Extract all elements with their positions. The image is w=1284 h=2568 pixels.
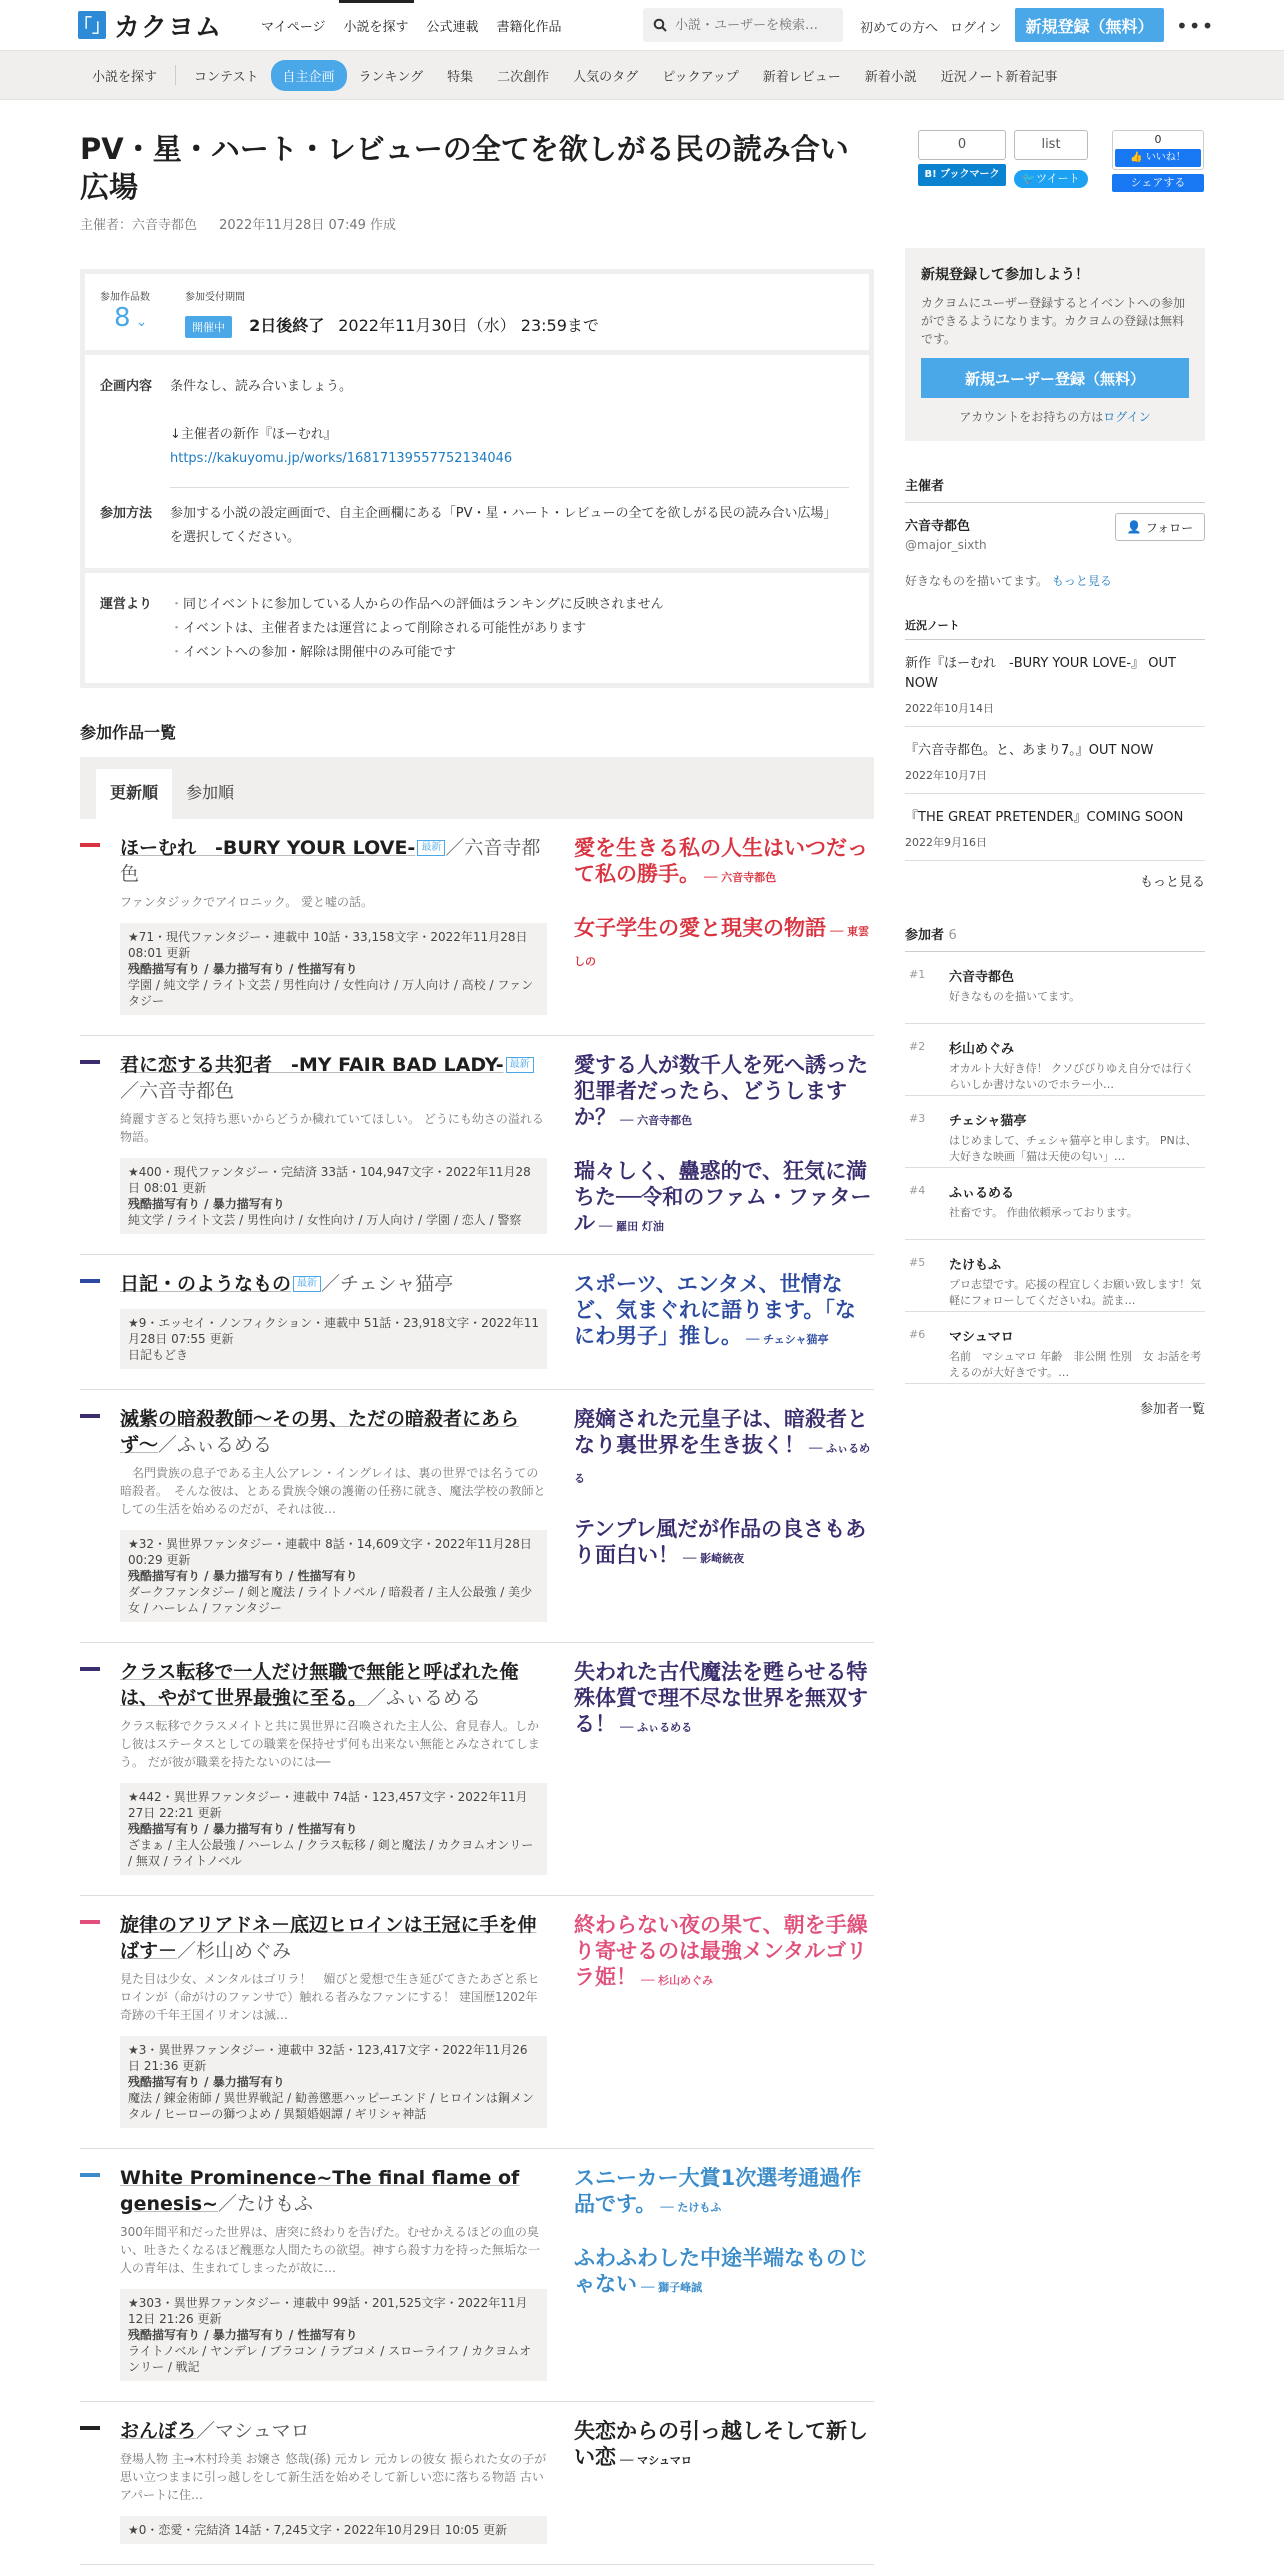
participant-desc: はじめまして、チェシャ猫亭と申します。 PNは、大好きな映画「猫は天使の匂い」…	[949, 1134, 1197, 1163]
rules-row	[85, 573, 869, 683]
catchphrases	[574, 1659, 874, 1765]
work-title-link[interactable]: おんぼろ	[120, 2419, 197, 2442]
rule-item: ・ イベントへの参加・解除は開催中のみ可能です	[170, 641, 849, 665]
participant-rank: #2	[909, 1040, 926, 1053]
logo-mark: 「」	[78, 11, 106, 39]
participant-name[interactable]: たけもふ	[949, 1258, 1002, 1273]
work-title-link[interactable]: クラス転移で一人だけ無職で無能と呼ばれた俺は、やがて世界最強に至る。	[120, 1660, 519, 1709]
new-badge: 最新	[506, 1057, 534, 1073]
participant-desc: 好きなものを描いてます。	[949, 990, 1081, 1003]
work-tags[interactable]: ライトノベル / ヤンデレ / ブラコン / ラブコメ / スローライフ / カクヨムオンリー / 戦記	[128, 2343, 532, 2374]
work-stats: ★0・恋愛・完結済 14話・7,245文字・2022年10月29日 10:05 更新	[128, 2522, 508, 2537]
chevron-down-icon[interactable]: ⌄	[135, 314, 148, 330]
work-title-link[interactable]: 旋律のアリアドネ－底辺ヒロインは王冠に手を伸ばす－	[120, 1913, 537, 1962]
method-row	[85, 502, 869, 573]
sidebar-login-link[interactable]: ログイン	[1103, 410, 1151, 424]
work-tags[interactable]: ダークファンタジー / 剣と魔法 / ライトノベル / 暗殺者 / 主人公最強 / 美少女 / ハーレム / ファンタジー	[128, 1584, 533, 1615]
owner-card	[905, 503, 1205, 589]
participant-item[interactable]	[905, 1312, 1205, 1384]
subnav-contest[interactable]: コンテスト	[194, 69, 259, 85]
work-meta	[120, 1158, 547, 1234]
catchphrases	[574, 1406, 874, 1596]
participant-name[interactable]: マシュマロ	[949, 1330, 1014, 1345]
subnav-events[interactable]: 自主企画	[271, 60, 347, 91]
rule-item: ・ イベントは、主催者または運営によって削除される可能性があります	[170, 617, 849, 641]
work-meta	[120, 2516, 547, 2544]
catchphrase[interactable]: 失われた古代魔法を甦らせる特殊体質で理不尽な世界を無双する！ ── ふぃるめる	[574, 1659, 868, 1736]
work-author-link[interactable]: ／ふぃるめる	[367, 1686, 482, 1709]
work-description: 登場人物 主→木村玲美 お嬢さ 悠哉(孫) 元カレ 元カレの彼女 振られた女の子が思い立つままに引っ越しをして新生活を始めそして新しい恋に落ちる物語 古いアパートに住…	[120, 2451, 547, 2502]
share-widgets	[918, 130, 1218, 200]
catchphrase-author: ── 六音寺都色	[620, 1113, 693, 1127]
count-value: 8	[114, 303, 131, 333]
method-label: 参加方法	[100, 505, 153, 521]
follow-button[interactable]: 👤 フォロー	[1115, 513, 1205, 541]
main-column	[80, 130, 874, 2565]
works-heading: 参加作品一覧	[80, 722, 177, 742]
participants-heading: 参加者 6	[905, 924, 1205, 952]
join-text: カクヨムにユーザー登録するとイベントへの参加ができるようになります。カクヨムの登録は無料です。	[921, 296, 1186, 346]
participant-desc: プロ志望です。応援の程宜しくお願い致します！気軽にフォローしてくださいね。読ま…	[949, 1278, 1202, 1307]
participant-item[interactable]	[905, 952, 1205, 1024]
content-link[interactable]: https://kakuyomu.jp/works/16817139557752134046	[170, 450, 513, 466]
new-badge: 最新	[417, 840, 445, 856]
top-header	[0, 0, 1284, 50]
hatena-bookmark-button[interactable]: B! ブックマーク	[918, 164, 1006, 186]
work-warnings: 残酷描写有り / 暴力描写有り / 性描写有り	[128, 1568, 358, 1583]
note-item[interactable]: 新作『ほーむれ -BURY YOUR LOVE-』 OUT NOW 2022年10月14日	[905, 640, 1205, 727]
catchphrase-author: ── 杉山めぐみ	[641, 1973, 714, 1987]
catchphrases	[574, 1271, 874, 1377]
catchphrase[interactable]: 愛する人が数千人を死へ誘った犯罪者だったら、どうしますか？ ── 六音寺都色	[574, 1052, 868, 1129]
count-label: 参加作品数	[100, 292, 150, 303]
work-item	[80, 1255, 874, 1390]
owner-more-link[interactable]: もっと見る	[1051, 574, 1112, 588]
work-author-link[interactable]: ／マシュマロ	[196, 2419, 310, 2442]
catchphrase[interactable]: 廃嫡された元皇子は、暗殺者となり裏世界を生き抜く！ ── ふぃるめる	[574, 1406, 871, 1485]
notes-heading: 近況ノート	[905, 617, 1205, 640]
work-color-bar	[80, 1414, 100, 1418]
work-item	[80, 819, 874, 1036]
work-warnings: 残酷描写有り / 暴力描写有り / 性描写有り	[128, 961, 358, 976]
work-color-bar	[80, 1060, 100, 1064]
event-meta	[80, 214, 874, 233]
deadline: 2022年11月30日（水） 23:59まで	[338, 316, 599, 335]
fb-like-box	[1112, 130, 1204, 170]
work-meta	[120, 1530, 547, 1622]
works-list	[80, 819, 874, 2565]
work-meta	[120, 2289, 547, 2381]
subnav-notes[interactable]: 近況ノート新着記事	[940, 69, 1058, 85]
work-item	[80, 1896, 874, 2149]
catchphrases	[574, 835, 874, 999]
tab-updated[interactable]: 更新順	[96, 769, 172, 819]
catchphrases	[574, 2418, 874, 2498]
work-warnings: 残酷描写有り / 暴力描写有り	[128, 1196, 285, 1211]
work-meta	[120, 923, 547, 1015]
work-description: 300年間平和だった世界は、唐突に終わりを告げた。むせかえるほどの血の臭い、吐きたくなるほど醜悪な人間たちの欲望。神すら殺す力を持った無垢な一人の青年は、生まれてしまったが故に…	[120, 2224, 541, 2275]
sidebar	[905, 248, 1205, 1417]
tab-joined[interactable]: 参加順	[186, 782, 235, 802]
work-color-bar	[80, 1279, 100, 1283]
subnav-find[interactable]: 小説を探す	[92, 69, 158, 85]
work-color-bar	[80, 2173, 100, 2177]
sidebar-register-button[interactable]: 新規ユーザー登録（無料）	[921, 358, 1189, 398]
participants-list	[905, 952, 1205, 1384]
participants-more-link[interactable]: 参加者一覧	[1139, 1402, 1205, 1417]
content-text-2: ↓主催者の新作『ほーむれ』	[170, 426, 337, 442]
subnav-tags[interactable]: 人気のタグ	[573, 69, 639, 85]
work-color-bar	[80, 843, 100, 847]
catchphrases	[574, 1912, 874, 2018]
work-stats: ★442・異世界ファンタジー・連載中 74話・123,457文字・2022年11月27日 22:21 更新	[128, 1789, 528, 1820]
works-tabs	[80, 757, 874, 819]
period-label: 参加受付期間	[185, 292, 245, 303]
work-item	[80, 1643, 874, 1896]
period	[185, 288, 599, 338]
work-author-link[interactable]: ／六音寺都色	[120, 1079, 235, 1102]
login-prompt: アカウントをお持ちの方はログイン	[959, 410, 1151, 424]
work-warnings: 残酷描写有り / 暴力描写有り / 性描写有り	[128, 2327, 358, 2342]
owner-bio: 好きなものを描いてます。	[905, 574, 1049, 588]
work-description: 名門貴族の息子である主人公アレン・イングレイは、裏の世界では名うての暗殺者。 そんな彼は、とある貴族令嬢の護衛の任務に就き、魔法学校の教師としての生活を始めるのだが、それは彼…	[120, 1465, 546, 1516]
work-meta	[120, 2036, 547, 2128]
work-item	[80, 1036, 874, 1255]
work-title-link[interactable]: White Prominence~The final flame of genesis~	[120, 2166, 520, 2215]
subnav-divider	[175, 65, 176, 85]
site-logo[interactable]	[74, 0, 223, 50]
status-badge: 開催中	[185, 316, 232, 338]
work-author-link[interactable]: ／ふぃるめる	[158, 1433, 273, 1456]
participant-desc: オカルト大好き侍！ クソびびりゆえ自分では行くらいしか書けないのでホラー小…	[949, 1062, 1195, 1091]
notes-list	[905, 640, 1205, 861]
work-stats: ★303・異世界ファンタジー・連載中 99話・201,525文字・2022年11月12日 21:26 更新	[128, 2295, 528, 2326]
work-author-link[interactable]: ／杉山めぐみ	[177, 1939, 292, 1962]
catchphrase-author: ── マシュマロ	[620, 2453, 692, 2467]
add-user-icon: 👤	[1126, 520, 1142, 534]
participant-item[interactable]	[905, 1240, 1205, 1312]
fb-like-button[interactable]: 👍 いいね！	[1115, 149, 1201, 167]
work-color-bar	[80, 1667, 100, 1671]
catchphrase-author: ── 六音寺都色	[704, 870, 777, 884]
content-row	[85, 355, 869, 502]
list-button[interactable]: list	[1014, 130, 1088, 160]
method-text: 参加する小説の設定画面で、自主企画欄にある「PV・星・ハート・レビューの全てを欲しがる民の読み合い広場」を選択してください。	[170, 505, 837, 545]
rules-label: 運営より	[100, 596, 153, 612]
catchphrase[interactable]: 瑞々しく、蠱惑的で、狂気に満ちた──令和のファム・ファタール ── 羅田 灯油	[574, 1158, 872, 1235]
join-title: 新規登録して参加しよう！	[921, 267, 1089, 283]
event-count-row	[85, 274, 869, 355]
more-menu-icon[interactable]: •••	[1176, 14, 1215, 38]
work-color-bar	[80, 1920, 100, 1924]
catchphrase-author: ── 羅田 灯油	[599, 1219, 664, 1233]
participant-rank: #5	[909, 1256, 926, 1269]
work-item	[80, 2149, 874, 2402]
work-tags[interactable]: ざまぁ / 主人公最強 / ハーレム / クラス転移 / 剣と魔法 / カクヨムオンリー / 無双 / ライトノベル	[128, 1837, 534, 1868]
work-description: 見た目は少女、メンタルはゴリラ！ 媚びと愛想で生き延びてきたあざと系ヒロインが（命がけのファンサで）触れる者みなファンにする！ 建国歴1202年 奇跡の千年王国イリオンは滅…	[120, 1971, 550, 2022]
work-stats: ★3・異世界ファンタジー・連載中 32話・123,417文字・2022年11月26日 21:36 更新	[128, 2042, 528, 2073]
subnav-new-novels[interactable]: 新着小説	[864, 69, 917, 85]
nav-find-novels[interactable]: 小説を探す	[335, 0, 418, 50]
work-stats: ★71・現代ファンタジー・連載中 10話・33,158文字・2022年11月28日 08:01 更新	[128, 929, 528, 960]
nav-books[interactable]: 書籍化作品	[496, 19, 562, 35]
notes-more-link[interactable]: もっと見る	[1139, 875, 1205, 890]
search-input[interactable]	[675, 18, 825, 33]
participants-count: 6	[948, 928, 957, 943]
catchphrase[interactable]: 愛を生きる私の人生はいつだって私の勝手。 ── 六音寺都色	[574, 835, 868, 886]
event-title: PV・星・ハート・レビューの全てを欲しがる民の読み合い広場	[80, 132, 849, 204]
owner-id: @major_sixth	[905, 538, 987, 552]
work-warnings: 残酷描写有り / 暴力描写有り / 性描写有り	[128, 1821, 358, 1836]
catchphrase-author: ── 獅子峰誠	[641, 2280, 703, 2294]
work-description: 綺麗すぎると気持ち悪いからどうか穢れていてほしい。 どうにも幼さの溢れる物語。	[120, 1111, 544, 1144]
work-title-link[interactable]: 君に恋する共犯者 -MY FAIR BAD LADY-	[120, 1053, 504, 1076]
work-item	[80, 1390, 874, 1643]
content-text-1: 条件なし、読み合いましょう。	[170, 378, 353, 394]
participant-name[interactable]: ふぃるめる	[949, 1186, 1015, 1201]
subnav-reviews[interactable]: 新着レビュー	[762, 69, 841, 85]
nav-mypage[interactable]: マイページ	[261, 19, 326, 35]
remaining-time: 2日後終了	[249, 316, 325, 335]
subnav-pickup[interactable]: ピックアップ	[662, 69, 739, 85]
work-stats: ★9・エッセイ・ノンフィクション・連載中 51話・23,918文字・2022年11月28日 07:55 更新	[128, 1315, 539, 1346]
work-stats: ★400・現代ファンタジー・完結済 33話・104,947文字・2022年11月28日 08:01 更新	[128, 1164, 531, 1195]
search-box	[643, 8, 843, 42]
catchphrase[interactable]: 失恋からの引っ越しそして新しい恋 ── マシュマロ	[574, 2418, 868, 2469]
work-description: ファンタジックでアイロニック。 愛と嘘の話。	[120, 894, 374, 909]
work-stats: ★32・異世界ファンタジー・連載中 8話・14,609文字・2022年11月28日 00:29 更新	[128, 1536, 532, 1567]
subnav-fanfic[interactable]: 二次創作	[497, 69, 550, 85]
login-link[interactable]: ログイン	[950, 21, 1002, 36]
subnav-features[interactable]: 特集	[447, 69, 474, 85]
rule-item: ・ 同じイベントに参加している人からの作品への評価はランキングに反映されません	[170, 593, 849, 617]
participant-rank: #3	[909, 1112, 926, 1125]
catchphrase-author: ── ふぃるめる	[620, 1720, 693, 1734]
work-title-link[interactable]: ほーむれ -BURY YOUR LOVE-	[120, 836, 416, 859]
logo-text: カクヨム	[114, 12, 223, 43]
join-box	[905, 248, 1205, 441]
work-tags[interactable]: 純文学 / ライト文芸 / 男性向け / 女性向け / 万人向け / 学園 / 恋人 / 警察	[128, 1212, 522, 1227]
organizer-link[interactable]: 主催者：六音寺都色	[80, 218, 198, 233]
participant-desc: 名前 マシュマロ 年齢 非公開 性別 女 お話を考えるのが大好きです。…	[949, 1350, 1202, 1379]
fb-count: 0	[1154, 133, 1162, 146]
participant-name[interactable]: チェシャ猫亭	[949, 1114, 1027, 1129]
participant-item[interactable]	[905, 1168, 1205, 1240]
catchphrase-author: ── 東雲しの	[574, 924, 870, 968]
work-color-bar	[80, 2426, 100, 2430]
work-tags[interactable]: 魔法 / 錬金術師 / 異世界戦記 / 勧善懲悪ハッピーエンド / ヒロインは鋼メンタル / ヒーローの獅つよめ / 異類婚姻譚 / ギリシャ神話	[128, 2090, 534, 2121]
work-meta	[120, 1783, 547, 1875]
work-warnings: 残酷描写有り / 暴力描写有り	[128, 2074, 285, 2089]
catchphrase-author: ── ふぃるめる	[574, 1441, 871, 1485]
tweet-button[interactable]: 🐦ツイート	[1014, 170, 1088, 188]
search-icon	[653, 18, 667, 32]
participant-rank: #4	[909, 1184, 926, 1197]
twitter-icon: 🐦	[1022, 172, 1037, 185]
created-date: 2022年11月28日 07:49 作成	[219, 218, 397, 233]
participant-name[interactable]: 杉山めぐみ	[949, 1042, 1015, 1057]
work-count	[100, 288, 185, 338]
work-item	[80, 2402, 874, 2565]
nav-official[interactable]: 公式連載	[426, 19, 479, 35]
participant-rank: #6	[909, 1328, 926, 1341]
owner-name[interactable]: 六音寺都色	[905, 519, 971, 534]
catchphrase-author: ── 影崎統夜	[683, 1551, 745, 1565]
work-title-link[interactable]: 日記・のようなもの	[120, 1272, 292, 1295]
global-nav	[252, 0, 571, 50]
work-meta	[120, 1309, 547, 1369]
work-author-link[interactable]: ／六音寺都色	[120, 836, 541, 885]
hatena-count: 0	[918, 130, 1006, 160]
new-badge: 最新	[293, 1276, 321, 1292]
thumbs-up-icon: 👍	[1130, 152, 1143, 163]
catchphrase[interactable]: スニーカー大賞1次選考通過作品です。 ── たけもふ	[574, 2165, 862, 2216]
work-title-link[interactable]: 滅紫の暗殺教師〜その男、ただの暗殺者にあらず〜	[120, 1407, 520, 1456]
participant-desc: 社畜です。 作曲依頼承っております。	[949, 1206, 1138, 1219]
sub-nav	[0, 50, 1284, 100]
fb-share-button[interactable]: シェアする	[1112, 174, 1204, 192]
note-item[interactable]: 『THE GREAT PRETENDER』COMING SOON 2022年9月16日	[905, 794, 1205, 861]
work-author-link[interactable]: ／たけもふ	[217, 2192, 313, 2215]
owner-heading: 主催者	[905, 475, 1205, 503]
catchphrase[interactable]: テンプレ風だが作品の良さもあり面白い！ ── 影崎統夜	[574, 1516, 867, 1567]
work-tags[interactable]: 学園 / 純文学 / ライト文芸 / 男性向け / 女性向け / 万人向け / 高校 / ファンタジー	[128, 977, 534, 1008]
note-item[interactable]: 『六音寺都色。と、あまり7。』OUT NOW 2022年10月7日	[905, 727, 1205, 794]
beginner-link[interactable]: 初めての方へ	[860, 21, 939, 36]
work-description: クラス転移でクラスメイトと共に異世界に召喚された主人公、倉見春人。しかし彼はステータスとしての職業を保持せず何も出来ない無能とみなされてしまう。 だが彼が職業を持たないのには──	[120, 1718, 540, 1769]
catchphrase[interactable]: スポーツ、エンタメ、世情など、気まぐれに語ります。「なにわ男子」推し。 ── チェシャ猫亭	[574, 1271, 856, 1348]
catchphrases	[574, 2165, 874, 2325]
catchphrase-author: ── たけもふ	[660, 2200, 722, 2214]
register-button[interactable]: 新規登録（無料）	[1015, 8, 1164, 42]
event-info-box	[80, 269, 874, 688]
content-label: 企画内容	[100, 378, 153, 394]
catchphrase-author: ── チェシャ猫亭	[746, 1332, 829, 1346]
subnav-ranking[interactable]: ランキング	[358, 69, 424, 85]
catchphrase[interactable]: 終わらない夜の果て、朝を手繰り寄せるのは最強メンタルゴリラ姫！ ── 杉山めぐみ	[574, 1912, 868, 1989]
work-author-link[interactable]: ／チェシャ猫亭	[321, 1272, 454, 1295]
participant-rank: #1	[909, 968, 926, 981]
participant-name[interactable]: 六音寺都色	[949, 970, 1015, 985]
participant-item[interactable]	[905, 1024, 1205, 1096]
participant-item[interactable]	[905, 1096, 1205, 1168]
divider	[170, 487, 849, 488]
catchphrase[interactable]: 女子学生の愛と現実の物語 ── 東雲しの	[574, 915, 870, 968]
work-tags[interactable]: 日記もどき	[128, 1347, 189, 1362]
catchphrase[interactable]: ふわふわした中途半端なものじゃない ── 獅子峰誠	[574, 2245, 868, 2296]
catchphrases	[574, 1052, 874, 1264]
